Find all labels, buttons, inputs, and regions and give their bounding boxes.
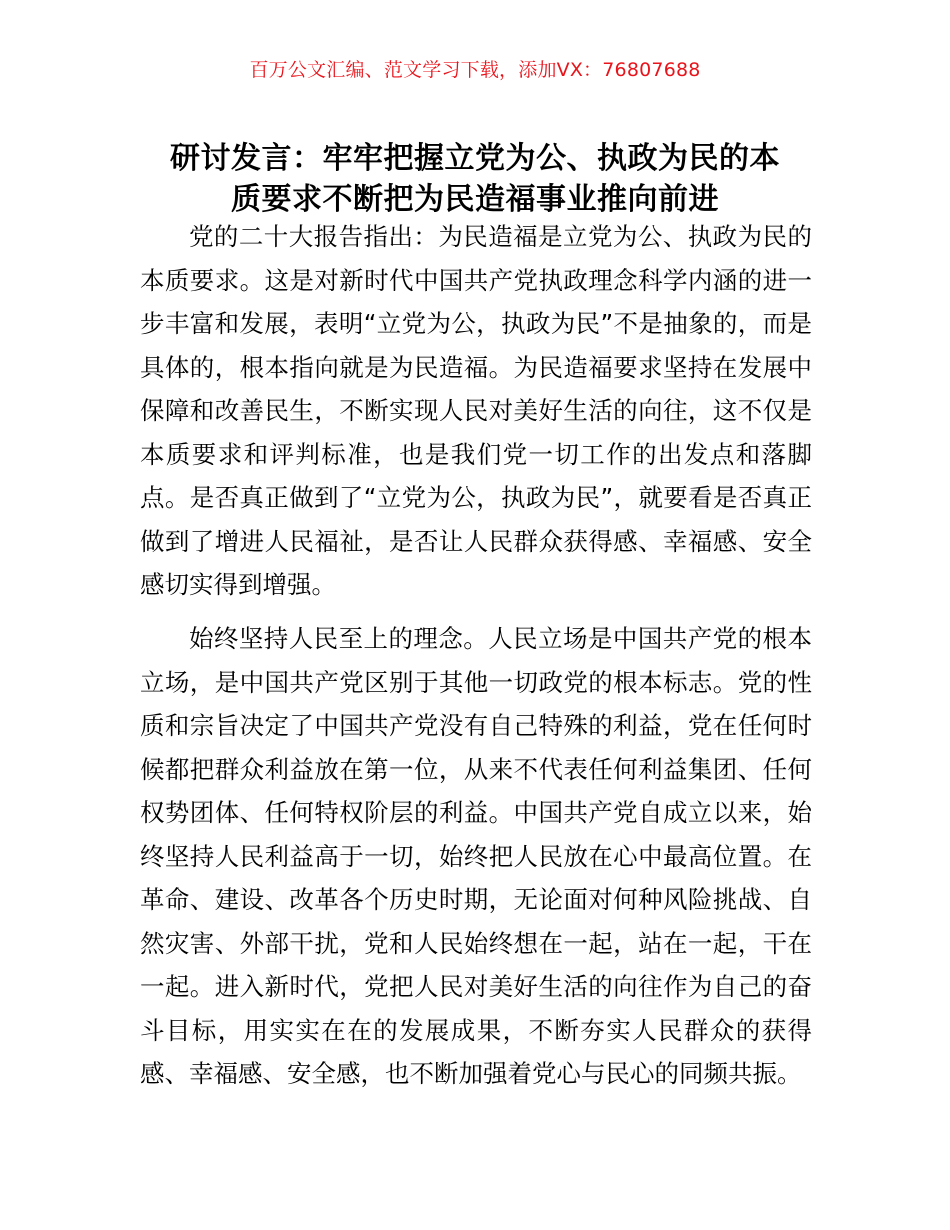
body-paragraph-2: 始终坚持人民至上的理念。人民立场是中国共产党的根本立场，是中国共产党区别于其他一切政党的根本标志。党的性质和宗旨决定了中国共产党没有自己特殊的利益，党在任何时候都把群众利益放在第一位，从来不代表任何利益集团、任何权势团体、任何特权阶层的利益。中国共产党自成立以来，始终坚持人民利益高于一切，始终把人民放在心中最高位置。在革命、建设、改革各个历史时期，无论面对何种风险挑战、自然灾害、外部干扰，党和人民始终想在一起，站在一起，干在一起。进入新时代，党把人民对美好生活的向往作为自己的奋斗目标，用实实在在的发展成果，不断夯实人民群众的获得感、幸福感、安全感，也不断加强着党心与民心的同频共振。 xyxy=(140,624,812,1088)
header-promo-note: 百万公文汇编、范文学习下载，添加VX：76807688 xyxy=(249,59,701,81)
title-line-1: 研讨发言：牢牢把握立党为公、执政为民的本 xyxy=(170,141,780,177)
body-paragraph-1: 党的二十大报告指出：为民造福是立党为公、执政为民的本质要求。这是对新时代中国共产党执政理念科学内涵的进一步丰富和发展，表明“立党为公，执政为民”不是抽象的，而是具体的，根本指向就是为民造福。为民造福要求坚持在发展中保障和改善民生，不断实现人民对美好生活的向往，这不仅是本质要求和评判标准，也是我们党一切工作的出发点和落脚点。是否真正做到了“立党为公，执政为民”，就要看是否真正做到了增进人民福祉，是否让人民群众获得感、幸福感、安全感切实得到增强。 xyxy=(140,222,812,599)
title-line-2: 质要求不断把为民造福事业推向前进 xyxy=(231,182,719,218)
document-title xyxy=(120,138,830,220)
